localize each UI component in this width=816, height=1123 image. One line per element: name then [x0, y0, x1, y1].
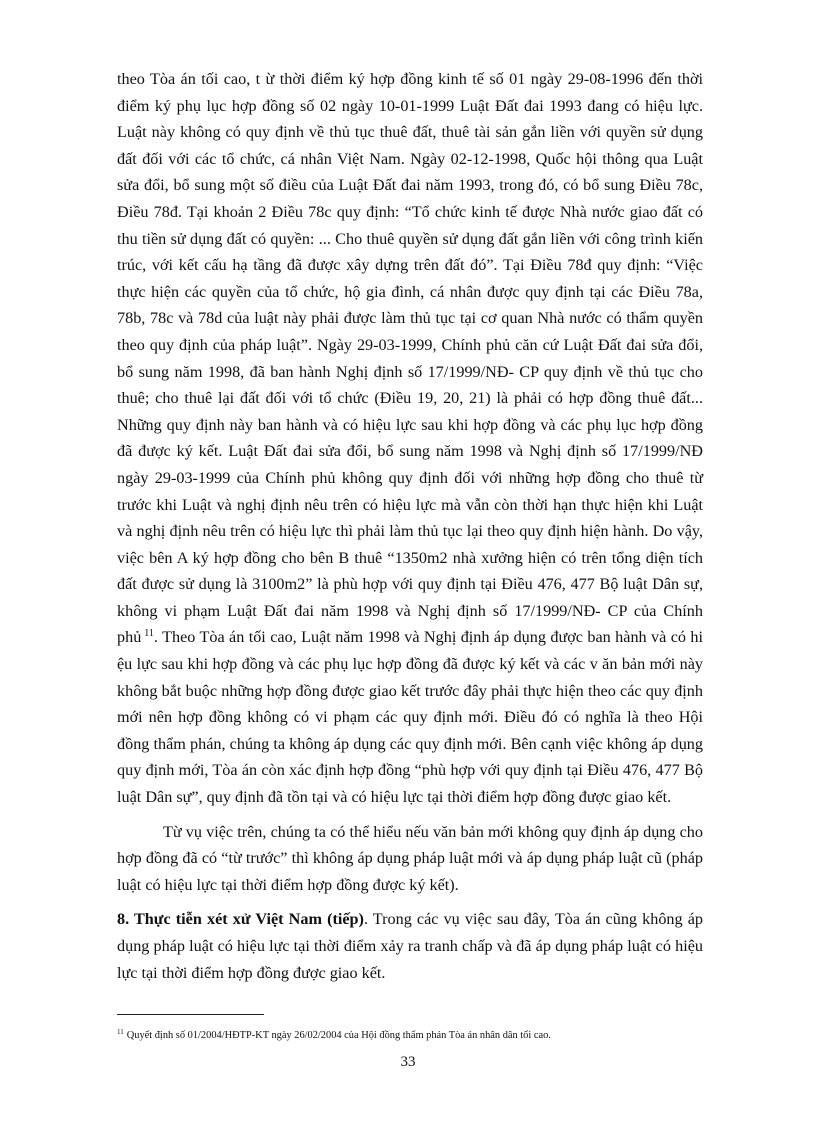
footnote-mark: 11 — [117, 1028, 124, 1036]
paragraph-text: . Trong các vụ việc sau đây, Tòa án cũng không áp dụng pháp luật có hiệu lực tại thời điểm xảy ra tranh chấp và đã áp dụng pháp luật có hiệu lực tại thời điểm hợp đồng được giao kết. — [117, 910, 704, 982]
body-paragraph-1 — [117, 66, 703, 811]
footnote-reference[interactable]: 11 — [144, 628, 154, 640]
page-number: 33 — [400, 1054, 416, 1070]
page-body — [117, 66, 703, 986]
section-heading: 8. Thực tiễn xét xử Việt Nam (tiếp) — [117, 910, 364, 929]
footnote-divider — [117, 1014, 264, 1015]
paragraph-text: . Theo Tòa án tối cao, Luật năm 1998 và Nghị định áp dụng được ban hành và có hi ệu lực sau khi hợp đồng và các phụ lục hợp đồng đã được ký kết và các v ăn bản mới này không bắt buộc những hợp đồng được giao kết trước đây phải thực hiện theo các quy định mới nên hợp đồng không có vi phạm các quy định mới. Điều đó có nghĩa là theo Hội đồng thẩm phán, chúng ta không áp dụng các quy định mới. Bên cạnh việc không áp dụng quy định mới, Tòa án còn xác định hợp đồng “phù hợp với quy định tại Điều 476, 477 Bộ luật Dân sự”, quy định đã tồn tại và có hiệu lực tại thời điểm hợp đồng được giao kết. — [117, 628, 703, 807]
body-paragraph-3 — [117, 906, 703, 986]
body-paragraph-2: Từ vụ việc trên, chúng ta có thể hiểu nếu văn bản mới không quy định áp dụng cho hợp đồng đã có “từ trước” thì không áp dụng pháp luật mới và áp dụng pháp luật cũ (pháp luật có hiệu lực tại thời điểm hợp đồng được ký kết). — [117, 822, 703, 894]
paragraph-text: theo Tòa án tối cao, t ừ thời điểm ký hợp đồng kinh tế số 01 ngày 29-08-1996 đến thời điểm ký phụ lục hợp đồng số 02 ngày 10-01-1999 Luật Đất đai 1993 đang có hiệu lực. Luật này không có quy định về thủ tục thuê đất, thuê tài sản gắn liền với quyền sử dụng đất đối với các tổ chức, cá nhân Việt Nam. Ngày 02-12-1998, Quốc hội thông qua Luật sửa đổi, bổ sung một số điều của Luật Đất đai năm 1993, trong đó, có bổ sung Điều 78c, Điều 78đ. Tại khoản 2 Điều 78c quy định: “Tổ chức kinh tế được Nhà nước giao đất có thu tiền sử dụng đất có quyền: ... Cho thuê quyền sử dụng đất gắn liền với công trình kiến trúc, với kết cấu hạ tầng đã được xây dựng trên đất đó”. Tại Điều 78đ quy định: “Việc thực hiện các quyền của tổ chức, hộ gia đình, cá nhân được quy định tại các Điều 78a, 78b, 78c và 78d của luật này phải được làm thủ tục tại cơ quan Nhà nước có thẩm quyền theo quy định của pháp luật”. Ngày 29-03-1999, Chính phủ căn cứ Luật Đất đai sửa đổi, bổ sung năm 1998, đã ban hành Nghị định số 17/1999/NĐ- CP quy định về thủ tục cho thuê; cho thuê lại đất đối với tổ chức (Điều 19, 20, 21) là phải có hợp đồng thuê đất... Những quy định này ban hành và có hiệu lực sau khi hợp đồng và các phụ lục hợp đồng đã được ký kết. Luật Đất đai sửa đổi, bổ sung năm 1998 và Nghị định số 17/1999/NĐ ngày 29-03-1999 của Chính phủ không quy định đối với những hợp đồng cho thuê từ trước khi Luật và nghị định nêu trên có hiệu lực mà vẫn còn thời hạn thực hiện khi Luật và nghị định nêu trên có hiệu lực thì phải làm thủ tục lại theo quy định hiện hành. Do vậy, việc bên A ký hợp đồng cho bên B thuê “1350m2 nhà xưởng hiện có trên tổng diện tích đất được sử dụng là 3100m2” là phù hợp với quy định tại Điều 476, 477 Bộ luật Dân sự, không vi phạm Luật Đất đai năm 1998 và Nghị định số 17/1999/NĐ- CP của Chính phủ — [117, 70, 703, 647]
footnote-text: Quyết định số 01/2004/HĐTP-KT ngày 26/02/2004 của Hội đồng thẩm phán Tòa án nhân dân tối cao. — [126, 1030, 551, 1041]
footnote — [117, 1029, 717, 1043]
